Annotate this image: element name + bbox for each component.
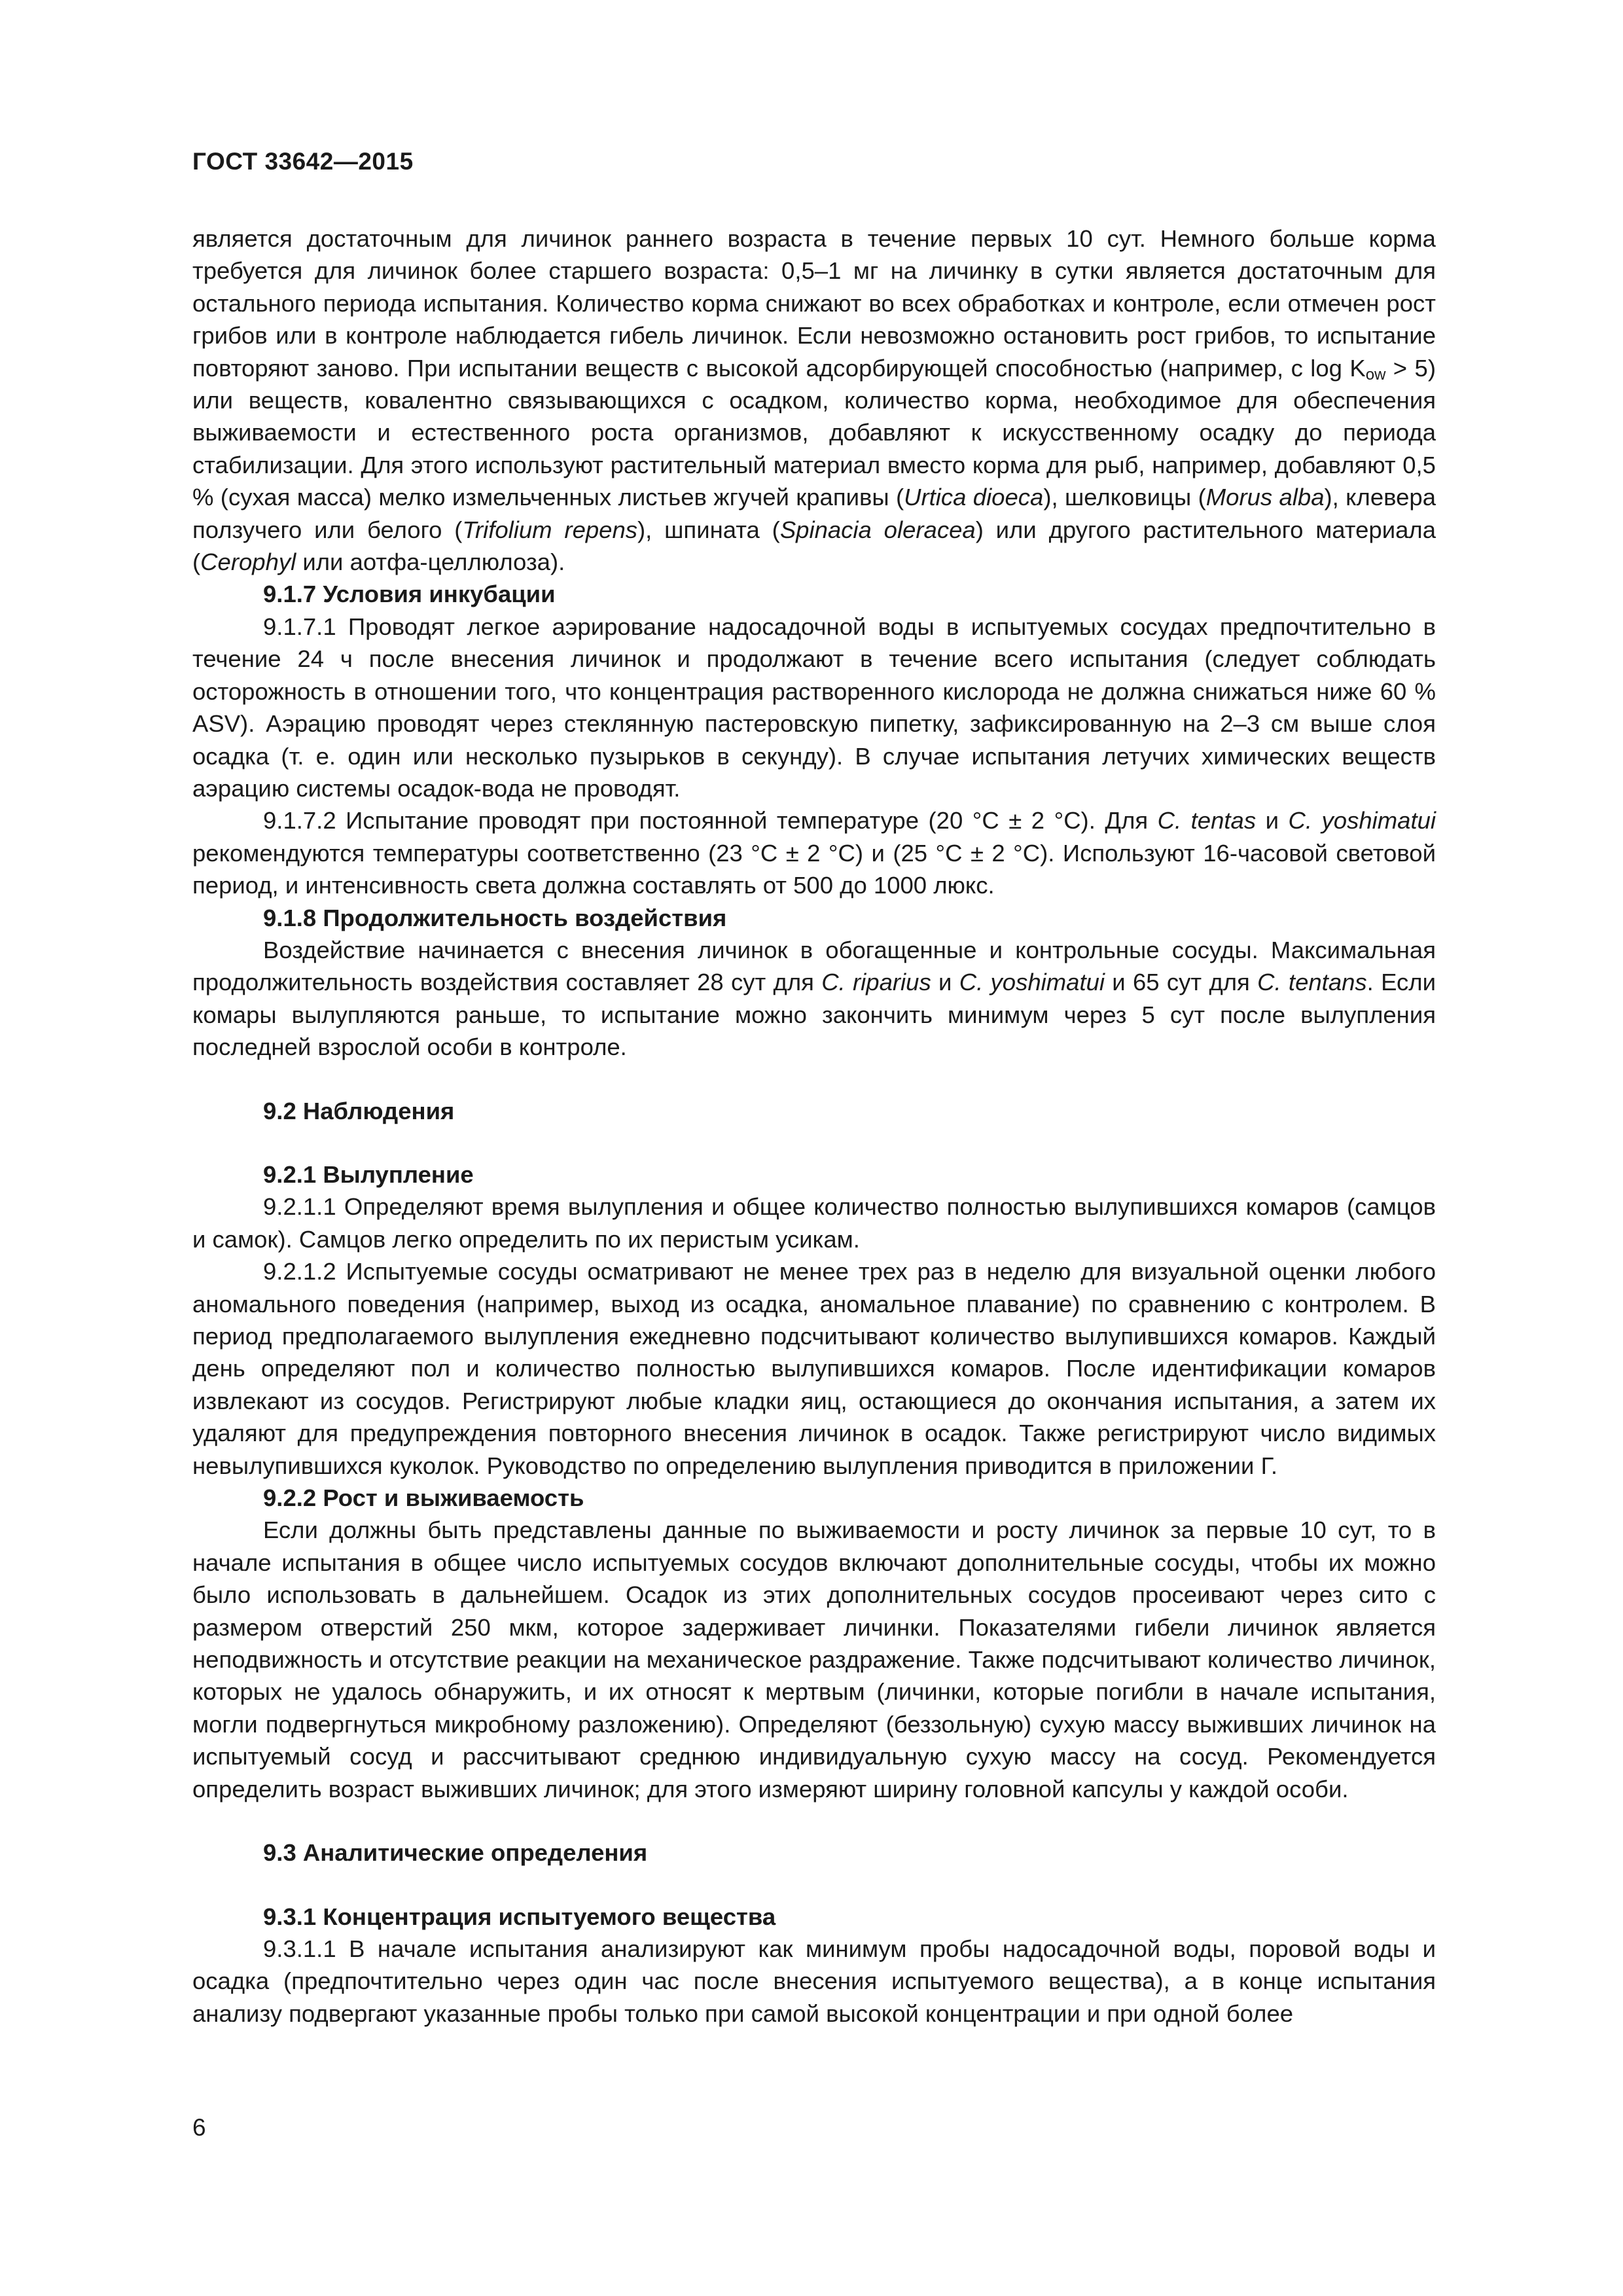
section-heading: 9.1.8 Продолжительность воздействия: [263, 904, 727, 931]
paragraph: 9.2.1.1 Определяют время вылупления и общее количество полностью вылупившихся комаров (самцов и самок). Самцов легко определить по их перистым усикам.: [192, 1193, 1436, 1253]
section-heading: 9.2.1 Вылупление: [263, 1160, 474, 1188]
paragraph: Воздействие начинается с внесения личинок в обогащенные и контрольные сосуды. Максимальная продолжительность воздействия составляет 28 сут для C. riparius и C. yoshimatui и 65 сут для C. tentans. Если комары вылупляются раньше, то испытание можно закончить минимум через 5 сут после вылупления последней взрослой особи в контроле.: [192, 936, 1436, 1061]
page-number: 6: [192, 2114, 206, 2141]
document-code-header: ГОСТ 33642—2015: [192, 148, 414, 175]
paragraph: является достаточным для личинок раннего возраста в течение первых 10 сут. Немного больше корма требуется для личинок более старшего возраста: 0,5–1 мг на личинку в сутки является достаточным для остального периода испытания. Количество корма снижают во всех обработках и контроле, если отмечен рост грибов или в контроле наблюдается гибель личинок. Если невозможно остановить рост грибов, то испытание повторяют заново. При испытании веществ с высокой адсорбирующей способностью (например, с $\log K_{ow} > 5$) или веществ, ковалентно связывающихся с осадком, количество корма, необходимое для обеспечения выживаемости и естественного роста организмов, добавляют к искусственному осадку до периода стабилизации. Для этого используют растительный материал вместо корма для рыб, например, добавляют 0,5 % (сухая масса) мелко измельченных листьев жгучей крапивы (Urtica dioeca), шелковицы (Morus alba), клевера ползучего или белого (Trifolium repens), шпината (Spinacia oleracea) или другого растительного материала (Cerophyl или аотфа-целлюлоза).: [192, 225, 1436, 576]
paragraph: Если должны быть представлены данные по выживаемости и росту личинок за первые 10 сут, то в начале испытания в общее число испытуемых сосудов включают дополнительные сосуды, чтобы их можно было использовать в дальнейшем. Осадок из этих дополнительных сосудов просеивают через сито с размером отверстий 250 мкм, которое задерживает личинки. Показателями гибели личинок является неподвижность и отсутствие реакции на механическое раздражение. Также подсчитывают количество личинок, которых не удалось обнаружить, и их относят к мертвым (личинки, которые погибли в начале испытания, могли подвергнуться микробному разложению). Определяют (беззольную) сухую массу выживших личинок на испытуемый сосуд и рассчитывают среднюю индивидуальную сухую массу на сосуд. Рекомендуется определить возраст выживших личинок; для этого измеряют ширину головной капсулы у каждой особи.: [192, 1516, 1436, 1803]
paragraph: 9.1.7.2 Испытание проводят при постоянной температуре (20 °С ± 2 °С). Для C. tentas и C. yoshimatui рекомендуются температуры соответственно (23 °С ± 2 °С) и (25 °С ± 2 °С). Используют 16-часовой световой период, и интенсивность света должна составлять от 500 до 1000 люкс.: [192, 807, 1436, 899]
section-heading: 9.2 Наблюдения: [263, 1097, 455, 1124]
section-heading: 9.1.7 Условия инкубации: [263, 581, 556, 608]
section-heading: 9.2.2 Рост и выживаемость: [263, 1484, 584, 1512]
paragraph: 9.1.7.1 Проводят легкое аэрирование надосадочной воды в испытуемых сосудах предпочтительно в течение 24 ч после внесения личинок и продолжают в течение всего испытания (следует соблюдать осторожность в отношении того, что концентрация растворенного кислорода не должна снижаться ниже 60 % ASV). Аэрацию проводят через стеклянную пастеровскую пипетку, зафиксированную на 2–3 см выше слоя осадка (т. е. один или несколько пузырьков в секунду). В случае испытания летучих химических веществ аэрацию системы осадок-вода не проводят.: [192, 613, 1436, 802]
section-heading: 9.3.1 Концентрация испытуемого вещества: [263, 1903, 776, 1930]
paragraph: 9.2.1.2 Испытуемые сосуды осматривают не менее трех раз в неделю для визуальной оценки любого аномального поведения (например, выход из осадка, аномальное плавание) по сравнению с контролем. В период предполагаемого вылупления ежедневно подсчитывают количество вылупившихся комаров. Каждый день определяют пол и количество полностью вылупившихся комаров. После идентификации комаров извлекают из сосудов. Регистрируют любые кладки яиц, остающиеся до окончания испытания, а затем их удаляют для предупреждения повторного внесения личинок в осадок. Также регистрируют число видимых невылупившихся куколок. Руководство по определению вылупления приводится в приложении Г.: [192, 1258, 1436, 1479]
document-body: [192, 223, 1436, 2030]
section-heading: 9.3 Аналитические определения: [263, 1839, 648, 1867]
paragraph: 9.3.1.1 В начале испытания анализируют как минимум пробы надосадочной воды, поровой воды и осадка (предпочтительно через один час после внесения испытуемого вещества), а в конце испытания анализу подвергают указанные пробы только при самой высокой концентрации и при одной более: [192, 1935, 1436, 2027]
